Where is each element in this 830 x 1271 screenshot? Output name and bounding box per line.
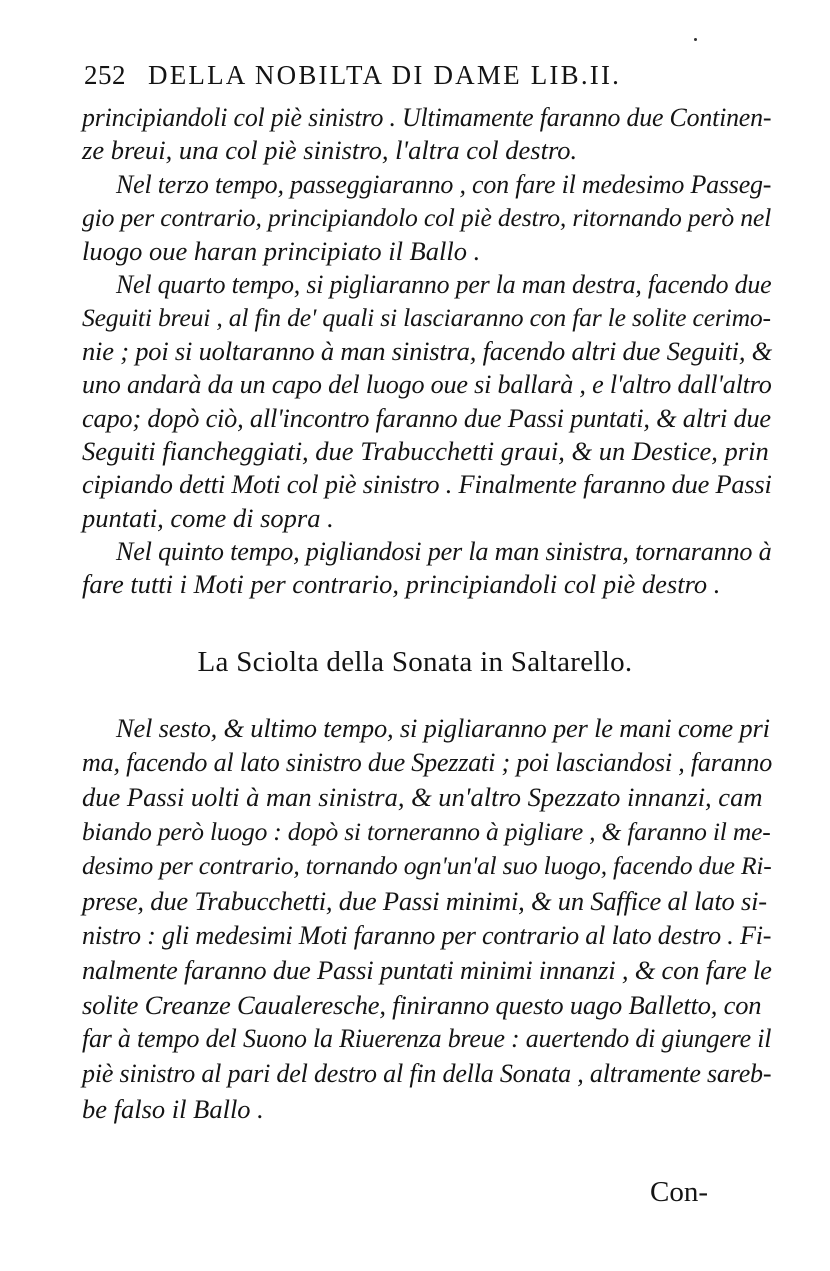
paragraphs-section-2 [82, 711, 772, 1126]
text-line: gio per contrario, principiandolo col piè destro, ritornando però nel [82, 203, 772, 233]
text-line: solite Creanze Caualeresche, finiranno questo uago Balletto, con [82, 989, 762, 1020]
text-line: fare tutti i Moti per contrario, principiandoli col piè destro . [82, 569, 721, 600]
text-line: piè sinistro al pari del destro al fin della Sonata , altramente sareb- [82, 1058, 772, 1088]
text-line: luogo oue haran principiato il Ballo . [82, 235, 481, 266]
text-line: nistro : gli medesimi Moti faranno per contrario al lato destro . Fi- [82, 920, 772, 950]
text-line: biando però luogo : dopò si torneranno à pigliare , & faranno il me- [82, 816, 771, 846]
text-line: capo; dopò ciò, all'incontro faranno due Passi puntati, & altri due [82, 403, 771, 433]
text-line: Seguiti breui , al fin de' quali si lasciaranno con far le solite cerimo- [82, 303, 771, 333]
text-line: nalmente faranno due Passi puntati minimi innanzi , & con fare le [82, 955, 772, 986]
text-line: be falso il Ballo . [82, 1093, 264, 1124]
text-line: prese, due Trabucchetti, due Passi minimi, & un Saffice al lato si- [82, 885, 767, 916]
text-line: cipiando detti Moti col piè sinistro . Finalmente faranno due Passi [82, 469, 772, 500]
text-line: desimo per contrario, tornando ogn'un'al suo luogo, facendo due Ri- [82, 851, 772, 881]
text-line: Seguiti fiancheggiati, due Trabucchetti graui, & un Destice, prin [82, 435, 769, 466]
text-line: Nel quinto tempo, pigliandosi per la man sinistra, tornaranno à [116, 537, 772, 567]
text-line: Nel terzo tempo, passeggiaranno , con fare il medesimo Passeg- [116, 169, 772, 199]
ink-speck [694, 38, 697, 41]
section-heading: La Sciolta della Sonata in Saltarello. [197, 646, 633, 678]
running-title: DELLA NOBILTA DI DAME LIB.II. [148, 60, 622, 90]
running-head [84, 60, 724, 100]
text-line: nie ; poi si uoltaranno à man sinistra, facendo altri due Seguiti, & [82, 335, 773, 366]
text-line: ze breui, una col piè sinistro, l'altra col destro. [82, 135, 578, 166]
text-line: Nel quarto tempo, si pigliaranno per la man destra, facendo due [116, 269, 772, 299]
text-line: due Passi uolti à man sinistra, & un'altro Spezzato innanzi, cam [82, 782, 763, 813]
catchword: Con- [650, 1176, 708, 1208]
text-line: far à tempo del Suono la Riuerenza breue : auertendo di giungere il [82, 1024, 772, 1054]
paragraphs-section-1 [82, 101, 772, 602]
text-line: uno andarà da un capo del luogo oue si ballarà , e l'altro dall'altro [82, 370, 772, 400]
text-line: Nel sesto, & ultimo tempo, si pigliaranno per le mani come pri [116, 713, 770, 743]
text-line: principiandoli col piè sinistro . Ultimamente faranno due Continen- [82, 103, 772, 132]
text-line: puntati, come di sopra . [82, 502, 334, 533]
page-number: 252 [84, 60, 126, 90]
text-line: ma, facendo al lato sinistro due Spezzati ; poi lasciandosi , faranno [82, 747, 773, 777]
